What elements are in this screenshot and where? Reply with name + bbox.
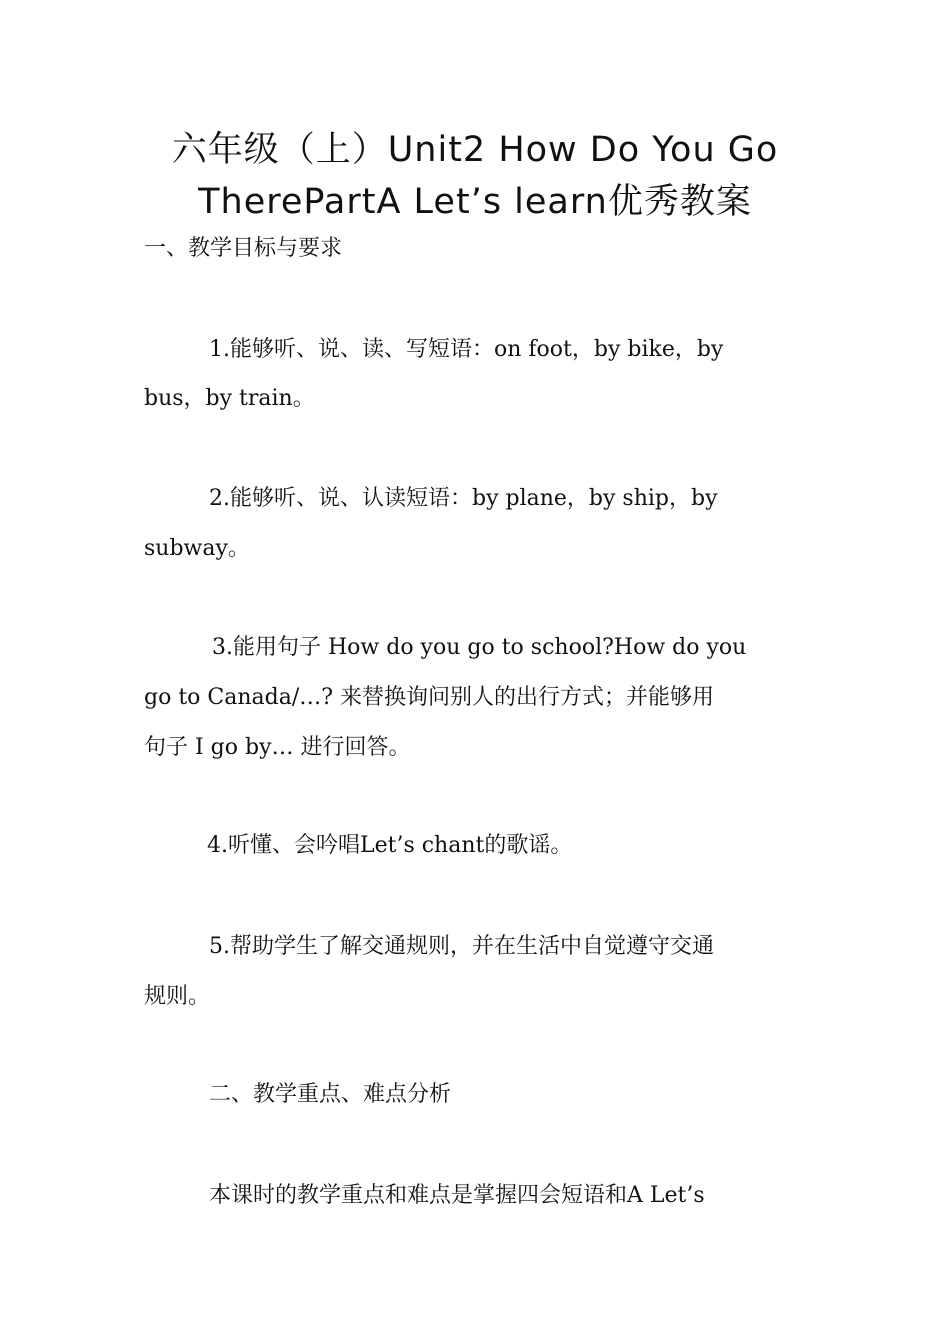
objective-item-1-line-2: bus，by train。 xyxy=(144,386,315,411)
objective-item-3-line-2: go to Canada/…? 来替换询问别人的出行方式；并能够用 xyxy=(144,685,715,710)
objective-item-1-line-1: 1.能够听、说、读、写短语：on foot，by bike，by xyxy=(209,337,724,362)
section-heading-objectives: 一、教学目标与要求 xyxy=(144,236,343,261)
document-title-line-1: 六年级（上）Unit2 How Do You Go xyxy=(171,130,779,170)
objective-item-3-line-1: 3.能用句子 How do you go to school?How do you xyxy=(212,635,747,660)
objective-item-2-line-2: subway。 xyxy=(144,536,250,561)
objective-item-3-line-3: 句子 I go by… 进行回答。 xyxy=(144,735,411,760)
section-heading-key-points: 二、教学重点、难点分析 xyxy=(209,1082,452,1107)
objective-item-4-line-1: 4.听懂、会吟唱Let’s chant的歌谣。 xyxy=(207,833,573,858)
objective-item-2-line-1: 2.能够听、说、认读短语：by plane，by ship，by xyxy=(209,486,718,511)
document-title-line-2: TherePartA Let’s learn优秀教案 xyxy=(198,182,752,222)
objective-item-5-line-1: 5.帮助学生了解交通规则，并在生活中自觉遵守交通 xyxy=(209,934,714,959)
paragraph-key-points-line-1: 本课时的教学重点和难点是掌握四会短语和A Let’s xyxy=(209,1183,705,1208)
objective-item-5-line-2: 规则。 xyxy=(144,984,211,1009)
